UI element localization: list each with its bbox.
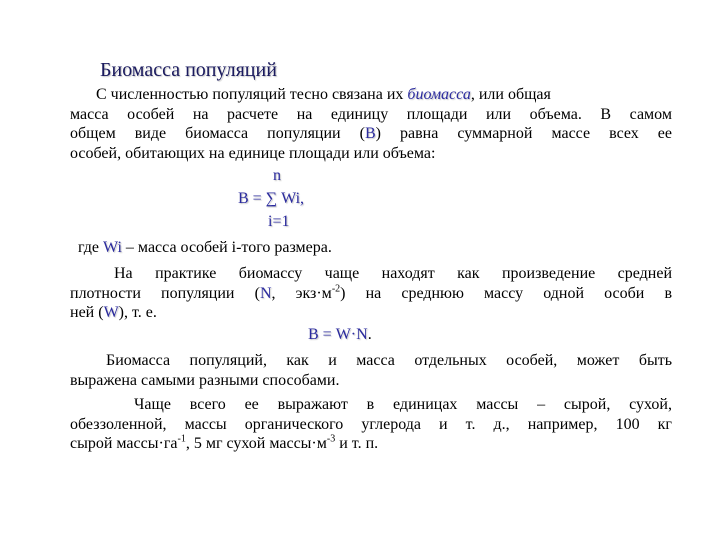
p1-text: ) равна суммарной массе всех ее: [375, 125, 672, 142]
p3-line: выражена самыми разными способами.: [70, 371, 340, 389]
where-text: – масса особей i-того размера.: [121, 239, 332, 256]
p1-line: масса особей на расчете на единицу площади или объема. В самом: [70, 105, 672, 123]
p4-line: обеззоленной, массы органического углерода и т. д., например, 100 кг: [70, 415, 672, 433]
formula-explanation: [78, 238, 678, 258]
p2-text: ней (: [70, 304, 104, 321]
p3-line: Биомасса популяций, как и масса отдельных особей, может быть: [106, 352, 672, 369]
formula-sum-lower: i=1: [268, 213, 290, 230]
p4-superscript: -1: [177, 433, 186, 445]
p2-text: ), т. е.: [118, 304, 157, 321]
formula-product-main: В = W·N: [308, 326, 368, 343]
paragraph-expression: [70, 351, 672, 390]
p4-line: Чаще всего ее выражают в единицах массы – сырой, сухой,: [134, 396, 672, 413]
p2-superscript: -2: [331, 283, 341, 295]
paragraph-practice: [70, 264, 672, 323]
p4-text: сырой массы·га: [70, 435, 178, 452]
p2-text: ) на среднюю массу одной особи в: [340, 284, 672, 302]
p1-text: общем виде биомасса популяции (: [70, 125, 365, 142]
where-text: где: [78, 239, 104, 256]
paragraph-intro: [70, 85, 672, 163]
formula-sum: В = ∑ Wi,: [238, 190, 305, 207]
slide-title: Биомасса популяций: [100, 59, 277, 81]
p4-text: и т. п.: [335, 435, 379, 452]
term-biomass: биомасса: [407, 86, 471, 103]
formula-sum-upper: n: [273, 167, 281, 184]
symbol-n: N: [259, 284, 272, 302]
p2-line: На практике биомассу чаще находят как произведение средней: [114, 265, 672, 282]
p4-text: , 5 мг сухой массы·м: [185, 435, 327, 452]
symbol-b: В: [364, 125, 376, 142]
p2-text: плотности популяции (: [70, 284, 260, 302]
p1-line: особей, обитающих на единице площади или объема:: [70, 144, 436, 162]
symbol-w: W: [103, 304, 119, 321]
paragraph-units: [70, 395, 672, 454]
p4-superscript: -3: [326, 433, 336, 445]
formula-product-dot: .: [367, 326, 372, 343]
p1-text: , или общая: [470, 86, 551, 103]
formula-product: [308, 325, 372, 345]
symbol-wi: Wi: [103, 239, 122, 256]
p2-text: , экз·м: [271, 284, 332, 302]
p1-text: С численностью популяций тесно связана их: [96, 86, 408, 103]
